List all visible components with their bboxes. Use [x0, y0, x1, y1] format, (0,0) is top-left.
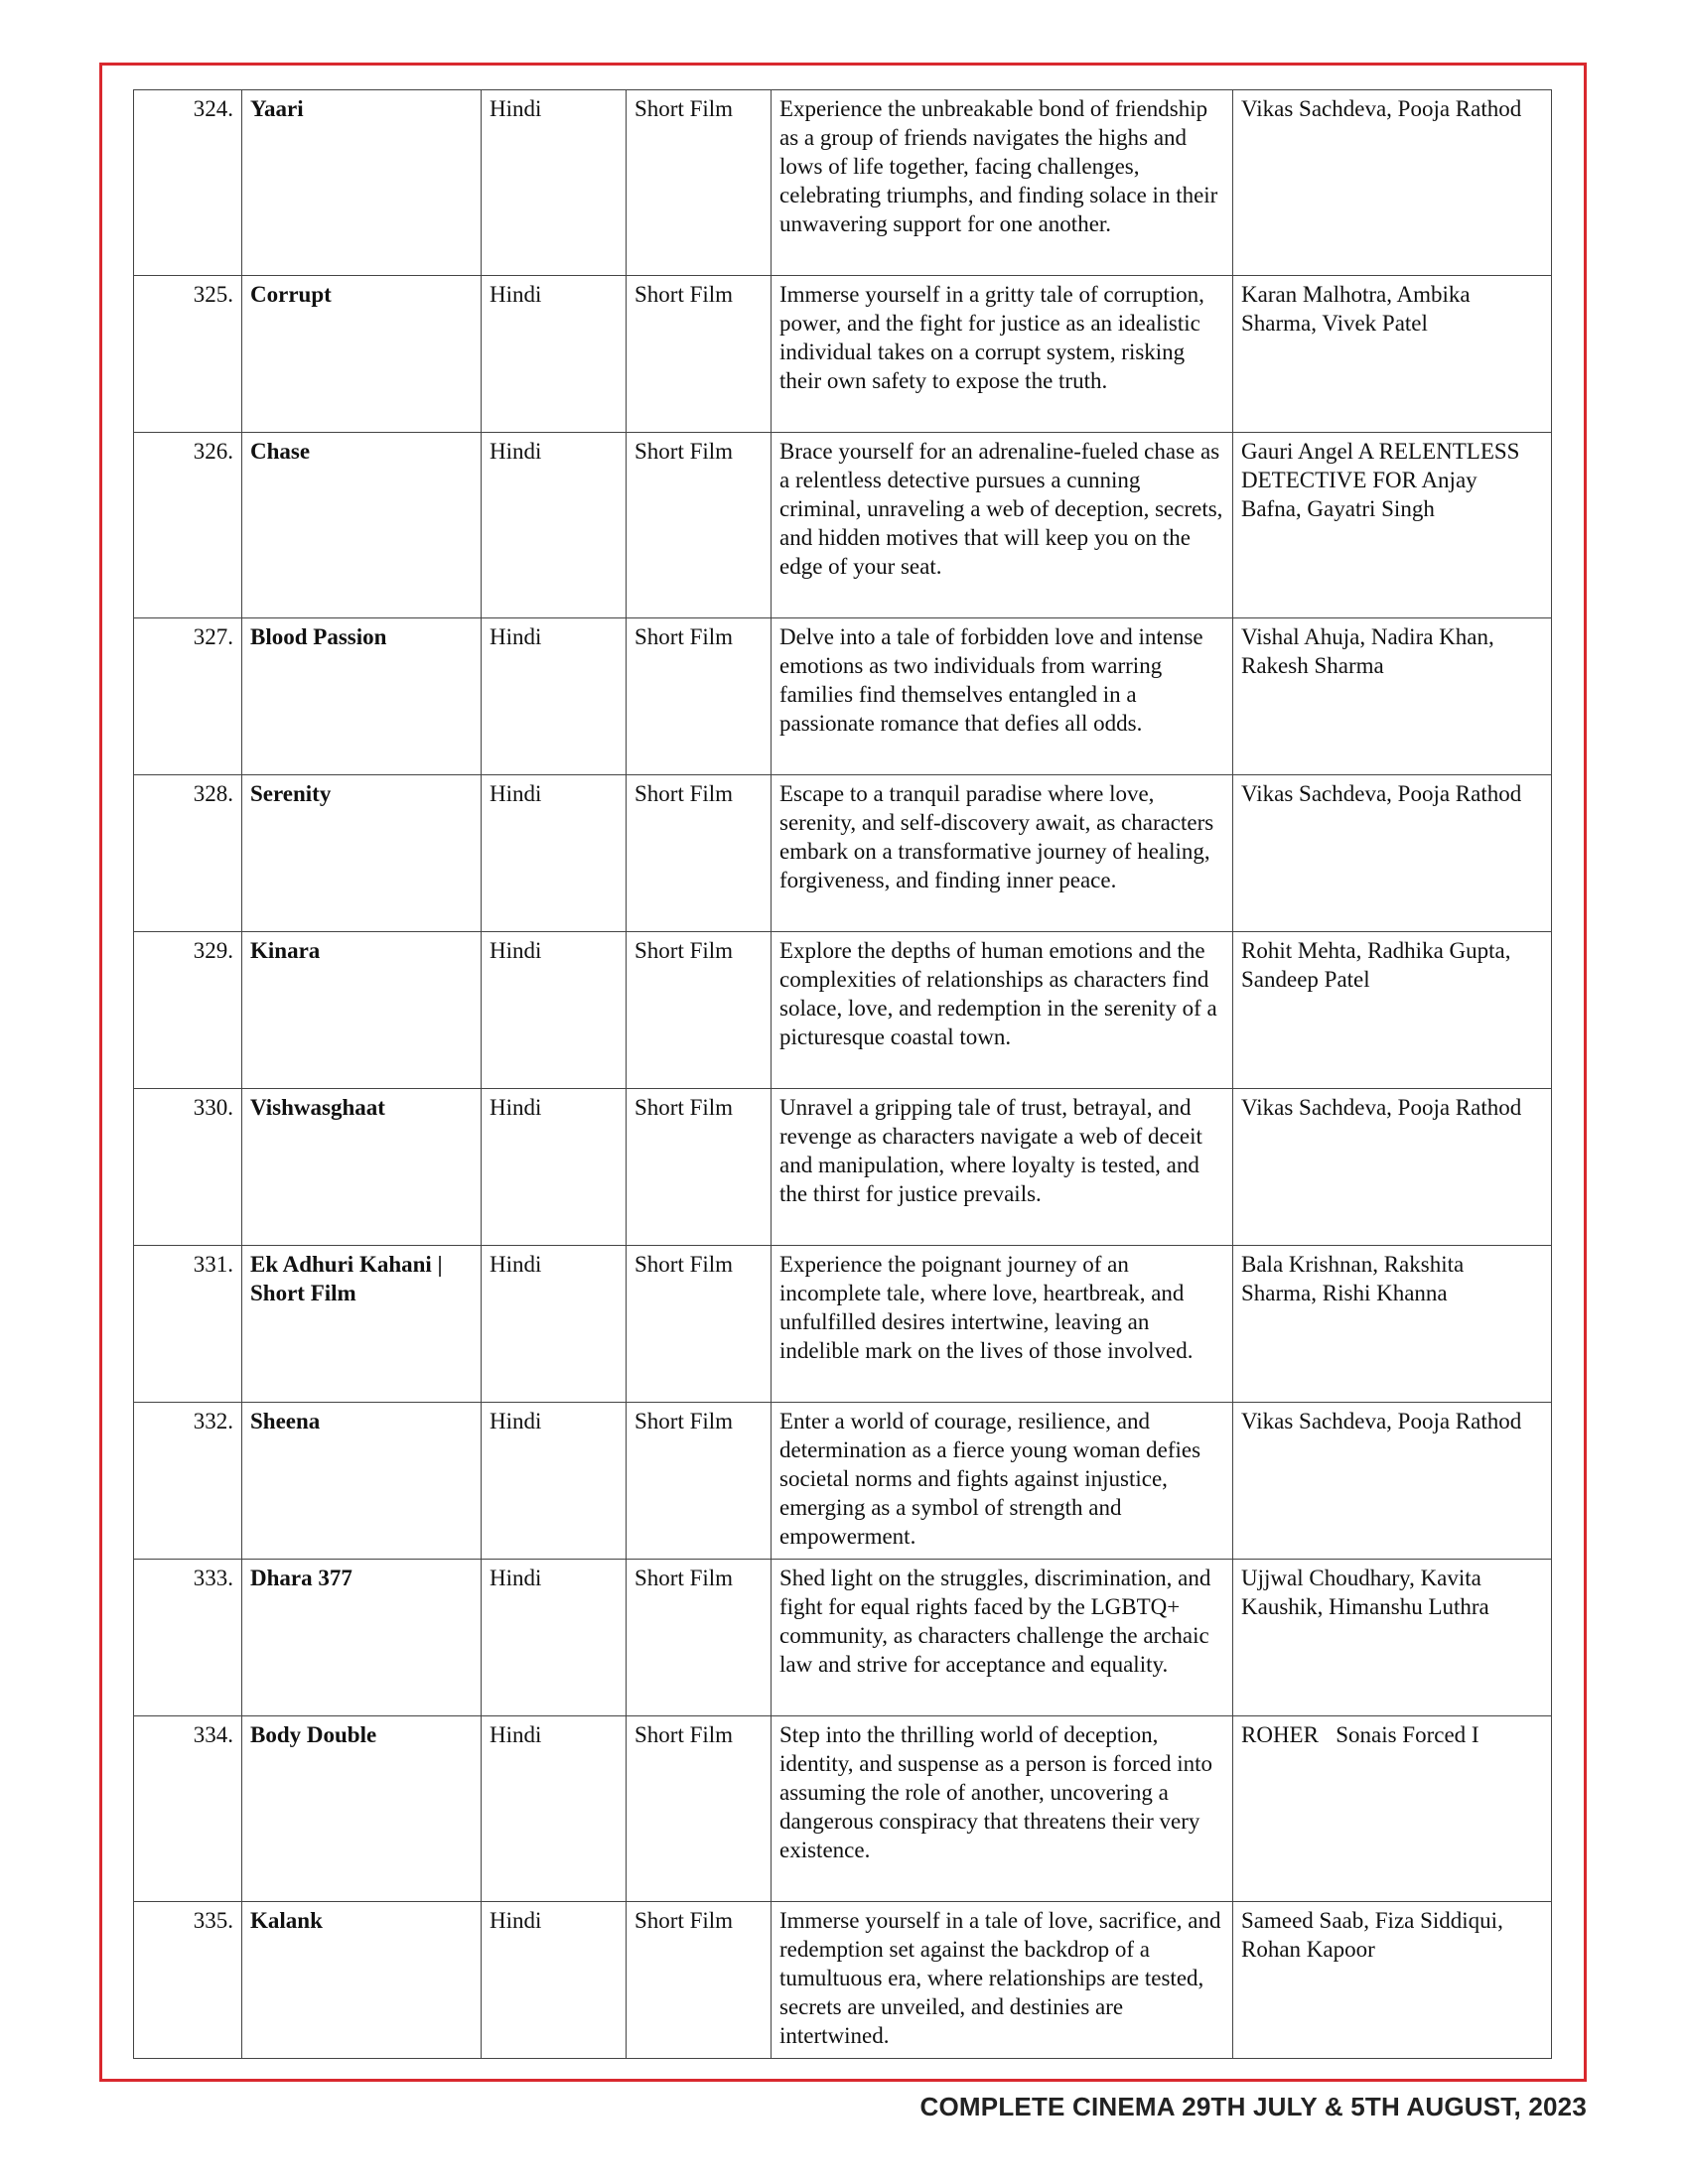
- film-cast: Vishal Ahuja, Nadira Khan, Rakesh Sharma: [1233, 618, 1552, 775]
- serial-number: 328.: [134, 775, 242, 932]
- film-type: Short Film: [627, 1902, 772, 2059]
- film-title: Ek Adhuri Kahani | Short Film: [242, 1246, 482, 1403]
- film-cast: Vikas Sachdeva, Pooja Rathod: [1233, 1089, 1552, 1246]
- serial-number: 335.: [134, 1902, 242, 2059]
- film-title: Vishwasghaat: [242, 1089, 482, 1246]
- film-synopsis: Experience the poignant journey of an incomplete tale, where love, heartbreak, and unfulfilled desires intertwine, leaving an indelible mark on the lives of those involved.: [772, 1246, 1233, 1403]
- film-language: Hindi: [482, 1716, 627, 1902]
- serial-number: 333.: [134, 1560, 242, 1716]
- film-title: Corrupt: [242, 276, 482, 433]
- film-language: Hindi: [482, 276, 627, 433]
- film-language: Hindi: [482, 1089, 627, 1246]
- film-language: Hindi: [482, 932, 627, 1089]
- film-language: Hindi: [482, 1403, 627, 1560]
- film-language: Hindi: [482, 775, 627, 932]
- film-language: Hindi: [482, 433, 627, 618]
- film-synopsis: Shed light on the struggles, discrimination, and fight for equal rights faced by the LGBTQ+ community, as characters challenge the archaic law and strive for acceptance and equality.: [772, 1560, 1233, 1716]
- table-row: [134, 1089, 1552, 1246]
- film-type: Short Film: [627, 932, 772, 1089]
- film-cast: Sameed Saab, Fiza Siddiqui, Rohan Kapoor: [1233, 1902, 1552, 2059]
- film-cast: Bala Krishnan, Rakshita Sharma, Rishi Khanna: [1233, 1246, 1552, 1403]
- table-row: [134, 1403, 1552, 1560]
- serial-number: 332.: [134, 1403, 242, 1560]
- film-synopsis: Immerse yourself in a gritty tale of corruption, power, and the fight for justice as an idealistic individual takes on a corrupt system, risking their own safety to expose the truth.: [772, 276, 1233, 433]
- table-row: [134, 1560, 1552, 1716]
- film-synopsis: Experience the unbreakable bond of friendship as a group of friends navigates the highs and lows of life together, facing challenges, celebrating triumphs, and finding solace in their unwavering support for one another.: [772, 90, 1233, 276]
- film-cast: Rohit Mehta, Radhika Gupta, Sandeep Patel: [1233, 932, 1552, 1089]
- film-cast: Karan Malhotra, Ambika Sharma, Vivek Patel: [1233, 276, 1552, 433]
- serial-number: 326.: [134, 433, 242, 618]
- film-type: Short Film: [627, 775, 772, 932]
- table-row: [134, 90, 1552, 276]
- table-row: [134, 1716, 1552, 1902]
- film-synopsis: Enter a world of courage, resilience, and determination as a fierce young woman defies societal norms and fights against injustice, emerging as a symbol of strength and empowerment.: [772, 1403, 1233, 1560]
- film-type: Short Film: [627, 1560, 772, 1716]
- film-type: Short Film: [627, 276, 772, 433]
- film-synopsis: Brace yourself for an adrenaline-fueled chase as a relentless detective pursues a cunning criminal, unraveling a web of deception, secrets, and hidden motives that will keep you on the edge of your seat.: [772, 433, 1233, 618]
- film-synopsis: Explore the depths of human emotions and the complexities of relationships as characters find solace, love, and redemption in the serenity of a picturesque coastal town.: [772, 932, 1233, 1089]
- film-synopsis: Delve into a tale of forbidden love and intense emotions as two individuals from warring families find themselves entangled in a passionate romance that defies all odds.: [772, 618, 1233, 775]
- table-row: [134, 276, 1552, 433]
- film-cast: Vikas Sachdeva, Pooja Rathod: [1233, 90, 1552, 276]
- film-type: Short Film: [627, 1246, 772, 1403]
- film-type: Short Film: [627, 1716, 772, 1902]
- film-cast: ROHER Sonais Forced I: [1233, 1716, 1552, 1902]
- serial-number: 329.: [134, 932, 242, 1089]
- table-row: [134, 932, 1552, 1089]
- film-language: Hindi: [482, 1560, 627, 1716]
- film-type: Short Film: [627, 1089, 772, 1246]
- table-row: [134, 1902, 1552, 2059]
- table-row: [134, 775, 1552, 932]
- film-synopsis: Immerse yourself in a tale of love, sacrifice, and redemption set against the backdrop of a tumultuous era, where relationships are tested, secrets are unveiled, and destinies are intertwined.: [772, 1902, 1233, 2059]
- serial-number: 327.: [134, 618, 242, 775]
- serial-number: 331.: [134, 1246, 242, 1403]
- film-cast: Vikas Sachdeva, Pooja Rathod: [1233, 1403, 1552, 1560]
- table-row: [134, 1246, 1552, 1403]
- film-type: Short Film: [627, 433, 772, 618]
- film-type: Short Film: [627, 90, 772, 276]
- serial-number: 324.: [134, 90, 242, 276]
- film-synopsis: Unravel a gripping tale of trust, betrayal, and revenge as characters navigate a web of deceit and manipulation, where loyalty is tested, and the thirst for justice prevails.: [772, 1089, 1233, 1246]
- film-language: Hindi: [482, 1902, 627, 2059]
- film-title: Serenity: [242, 775, 482, 932]
- film-type: Short Film: [627, 618, 772, 775]
- table-row: [134, 618, 1552, 775]
- serial-number: 334.: [134, 1716, 242, 1902]
- film-title: Chase: [242, 433, 482, 618]
- film-synopsis: Step into the thrilling world of deception, identity, and suspense as a person is forced into assuming the role of another, uncovering a dangerous conspiracy that threatens their very existence.: [772, 1716, 1233, 1902]
- film-title: Dhara 377: [242, 1560, 482, 1716]
- film-listing-table: [133, 89, 1552, 2059]
- film-language: Hindi: [482, 618, 627, 775]
- film-synopsis: Escape to a tranquil paradise where love, serenity, and self-discovery await, as characters embark on a transformative journey of healing, forgiveness, and finding inner peace.: [772, 775, 1233, 932]
- table-row: [134, 433, 1552, 618]
- film-cast: Ujjwal Choudhary, Kavita Kaushik, Himanshu Luthra: [1233, 1560, 1552, 1716]
- film-language: Hindi: [482, 1246, 627, 1403]
- film-title: Sheena: [242, 1403, 482, 1560]
- serial-number: 325.: [134, 276, 242, 433]
- film-type: Short Film: [627, 1403, 772, 1560]
- serial-number: 330.: [134, 1089, 242, 1246]
- film-title: Kinara: [242, 932, 482, 1089]
- film-language: Hindi: [482, 90, 627, 276]
- film-title: Yaari: [242, 90, 482, 276]
- page-footer: COMPLETE CINEMA 29TH JULY & 5TH AUGUST, 2023: [919, 2092, 1587, 2121]
- film-title: Kalank: [242, 1902, 482, 2059]
- film-cast: Vikas Sachdeva, Pooja Rathod: [1233, 775, 1552, 932]
- film-title: Body Double: [242, 1716, 482, 1902]
- film-title: Blood Passion: [242, 618, 482, 775]
- film-cast: Gauri Angel A RELENTLESS DETECTIVE FOR Anjay Bafna, Gayatri Singh: [1233, 433, 1552, 618]
